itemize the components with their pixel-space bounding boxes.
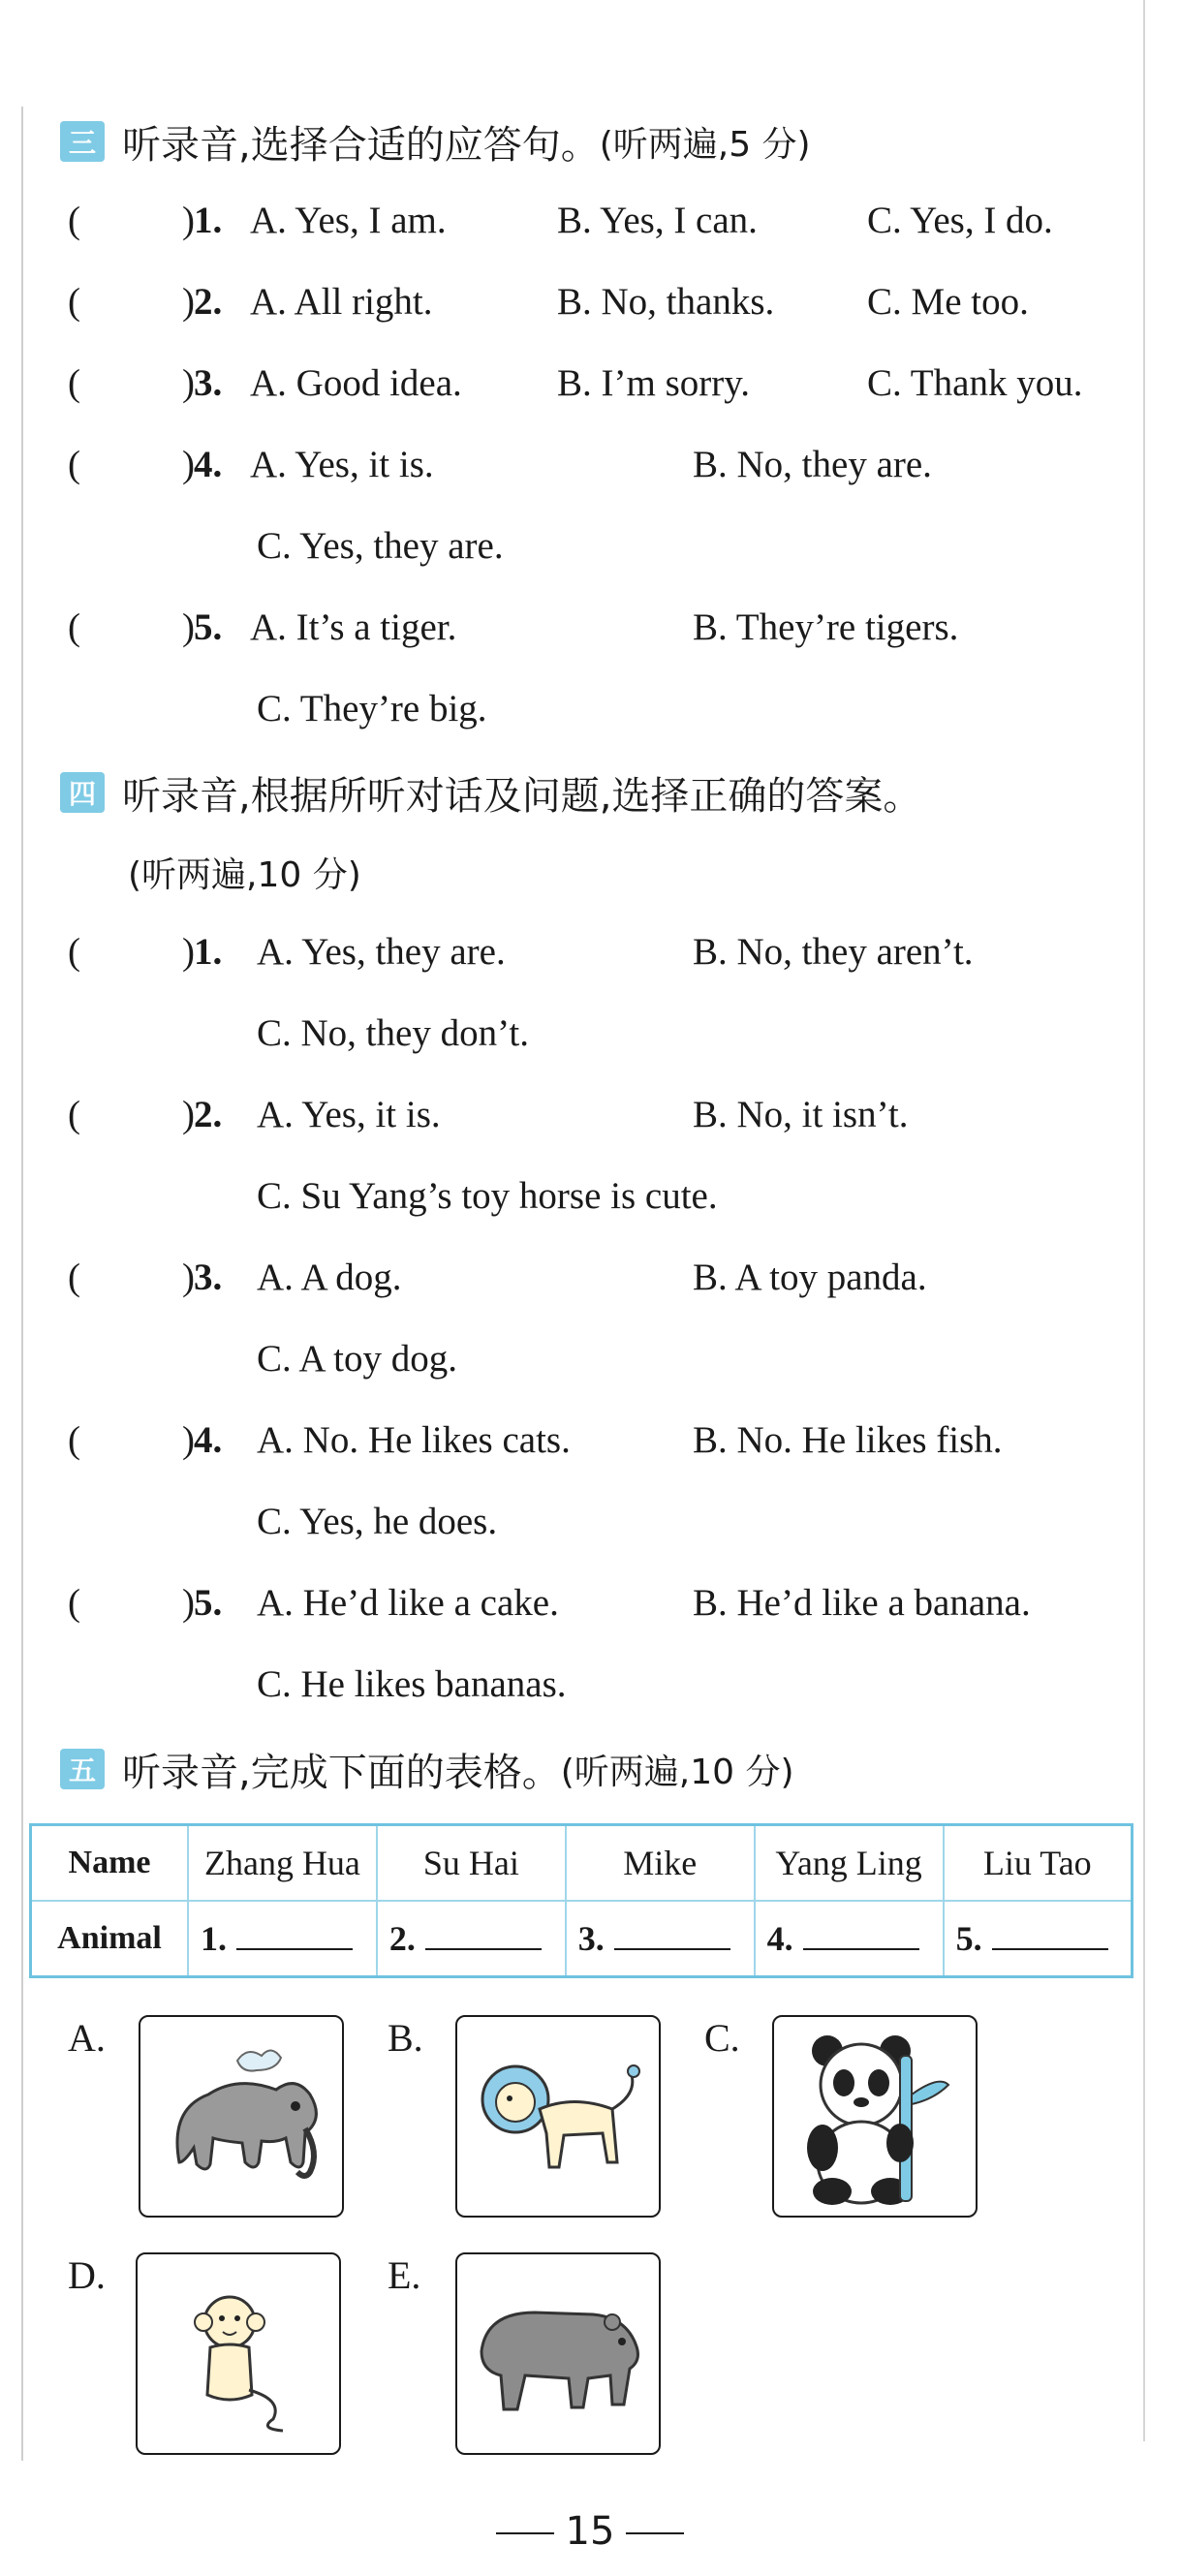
option-c: C. Me too. (867, 281, 1029, 323)
option-c: C. He likes bananas. (257, 1663, 567, 1705)
option-b: B. A toy panda. (693, 1257, 927, 1298)
picture-option-label-b: B. (388, 2016, 423, 2060)
option-b: B. He’d like a banana. (693, 1582, 1031, 1624)
answer-paren-right: ) (182, 1257, 195, 1298)
option-c: C. Su Yang’s toy horse is cute. (257, 1175, 718, 1217)
option-a: A. Yes, it is. (250, 444, 434, 485)
monkey-picture (136, 2252, 341, 2455)
option-b: B. No, they aren’t. (693, 931, 974, 973)
animal-blank-cell[interactable] (188, 1901, 377, 1977)
answer-paren-right: ) (182, 931, 195, 973)
section-3-title: 听录音,选择合适的应答句。 (122, 122, 600, 168)
answer-blank-line[interactable] (425, 1919, 542, 1950)
option-c: C. Yes, he does. (257, 1501, 498, 1542)
table-row-animals (31, 1901, 1133, 1977)
section-3-header (60, 114, 811, 169)
section-5-note: (听两遍,10 分) (560, 1752, 794, 1792)
section-4-header (60, 765, 921, 820)
lion-icon (457, 2017, 659, 2216)
s4-question-4 (0, 1418, 1180, 1476)
option-a: A. It’s a tiger. (250, 606, 457, 648)
question-number: 5. (194, 1582, 223, 1624)
option-b: B. They’re tigers. (693, 606, 959, 648)
name-cell: Zhang Hua (188, 1825, 377, 1902)
question-number: 1. (194, 200, 223, 241)
option-c: C. Yes, they are. (257, 525, 504, 567)
row-header-name: Name (31, 1825, 189, 1902)
answer-paren-left[interactable]: ( (68, 200, 80, 241)
page-number-dash-right (626, 2532, 684, 2534)
blank-number: 3. (577, 1919, 605, 1958)
section-4-note: (听两遍,10 分) (128, 855, 361, 895)
s4-question-1-line-2 (0, 1011, 1180, 1070)
option-b: B. No, thanks. (557, 281, 775, 323)
option-c: C. Thank you. (867, 362, 1083, 404)
name-cell: Mike (566, 1825, 755, 1902)
answer-paren-right: ) (182, 444, 195, 485)
s3-question-5 (0, 605, 1180, 664)
animal-blank-cell[interactable] (377, 1901, 566, 1977)
option-b: B. No, it isn’t. (693, 1094, 909, 1135)
picture-option-label-a: A. (68, 2016, 106, 2060)
section-4-badge: 四 (60, 772, 105, 813)
answer-paren-right: ) (182, 281, 195, 323)
answer-paren-left[interactable]: ( (68, 444, 80, 485)
answer-paren-left[interactable]: ( (68, 281, 80, 323)
answer-paren-right: ) (182, 1094, 195, 1135)
option-a: A. No. He likes cats. (257, 1419, 571, 1461)
option-a: A. Yes, it is. (257, 1094, 441, 1135)
option-b: B. I’m sorry. (557, 362, 750, 404)
option-c: C. Yes, I do. (867, 200, 1053, 241)
answer-paren-left[interactable]: ( (68, 931, 80, 973)
elephant-picture (139, 2015, 344, 2218)
s3-question-2 (0, 280, 1180, 338)
blank-number: 5. (955, 1919, 982, 1958)
option-b: B. No. He likes fish. (693, 1419, 1003, 1461)
option-c: C. They’re big. (257, 688, 487, 729)
table-row-names (31, 1825, 1133, 1902)
s4-question-5 (0, 1581, 1180, 1639)
answer-paren-right: ) (182, 1419, 195, 1461)
question-number: 4. (194, 444, 223, 485)
question-number: 3. (194, 1257, 223, 1298)
page-number (0, 2509, 1180, 2554)
page-number-dash-left (496, 2532, 554, 2534)
section-3-badge: 三 (60, 121, 105, 162)
blank-number: 2. (388, 1919, 416, 1958)
s4-question-4-line-2 (0, 1500, 1180, 1558)
animal-blank-cell[interactable] (566, 1901, 755, 1977)
panda-picture (772, 2015, 978, 2218)
answer-paren-right: ) (182, 200, 195, 241)
option-a: A. Yes, I am. (250, 200, 447, 241)
section-5-title: 听录音,完成下面的表格。 (122, 1750, 561, 1795)
answer-paren-left[interactable]: ( (68, 1257, 80, 1298)
section-5-header (60, 1742, 794, 1796)
question-number: 1. (194, 931, 223, 973)
animal-blank-cell[interactable] (944, 1901, 1133, 1977)
option-a: A. A dog. (257, 1257, 402, 1298)
option-a: A. He’d like a cake. (257, 1582, 559, 1624)
blank-number: 4. (766, 1919, 793, 1958)
blank-number: 1. (201, 1919, 227, 1958)
answer-paren-right: ) (182, 606, 195, 648)
name-animal-table (29, 1823, 1133, 1978)
option-b: B. No, they are. (693, 444, 932, 485)
bear-icon (457, 2254, 659, 2453)
picture-option-label-e: E. (388, 2253, 421, 2297)
answer-blank-line[interactable] (614, 1919, 730, 1950)
s4-question-3 (0, 1256, 1180, 1314)
question-number: 2. (194, 281, 223, 323)
option-b: B. Yes, I can. (557, 200, 758, 241)
page-number-text: 15 (565, 2509, 615, 2554)
s4-question-2-line-2 (0, 1174, 1180, 1232)
bear-picture (455, 2252, 661, 2455)
picture-option-label-d: D. (68, 2253, 106, 2297)
s3-question-4 (0, 443, 1180, 501)
s3-question-5-line-2 (0, 687, 1180, 745)
question-number: 4. (194, 1419, 223, 1461)
answer-blank-line[interactable] (992, 1919, 1108, 1950)
answer-paren-left[interactable]: ( (68, 1094, 80, 1135)
question-number: 3. (194, 362, 223, 404)
option-c: C. A toy dog. (257, 1338, 457, 1380)
answer-blank-line[interactable] (803, 1919, 919, 1950)
section-5-badge: 五 (60, 1749, 105, 1789)
section-4-title: 听录音,根据所听对话及问题,选择正确的答案。 (122, 773, 922, 819)
answer-paren-left[interactable]: ( (68, 1582, 80, 1624)
panda-icon (774, 2017, 976, 2216)
option-a: A. Yes, they are. (257, 931, 506, 973)
answer-paren-right: ) (182, 1582, 195, 1624)
name-cell: Su Hai (377, 1825, 566, 1902)
name-cell: Liu Tao (944, 1825, 1133, 1902)
s3-question-3 (0, 361, 1180, 419)
s4-question-3-line-2 (0, 1337, 1180, 1395)
s4-question-5-line-2 (0, 1662, 1180, 1721)
s4-question-1 (0, 930, 1180, 988)
option-c: C. No, they don’t. (257, 1012, 529, 1054)
option-a: A. All right. (250, 281, 433, 323)
animal-blank-cell[interactable] (755, 1901, 944, 1977)
lion-picture (455, 2015, 661, 2218)
question-number: 2. (194, 1094, 223, 1135)
name-cell: Yang Ling (755, 1825, 944, 1902)
answer-paren-left[interactable]: ( (68, 1419, 80, 1461)
section-3-note: (听两遍,5 分) (599, 124, 811, 165)
answer-paren-left[interactable]: ( (68, 606, 80, 648)
answer-blank-line[interactable] (236, 1919, 353, 1950)
answer-paren-left[interactable]: ( (68, 362, 80, 404)
question-number: 5. (194, 606, 223, 648)
elephant-icon (140, 2017, 342, 2216)
s3-question-1 (0, 199, 1180, 257)
option-a: A. Good idea. (250, 362, 462, 404)
s4-question-2 (0, 1093, 1180, 1151)
s3-question-4-line-2 (0, 524, 1180, 582)
monkey-icon (138, 2254, 339, 2453)
answer-paren-right: ) (182, 362, 195, 404)
row-header-animal: Animal (31, 1901, 189, 1977)
picture-option-label-c: C. (704, 2016, 740, 2060)
